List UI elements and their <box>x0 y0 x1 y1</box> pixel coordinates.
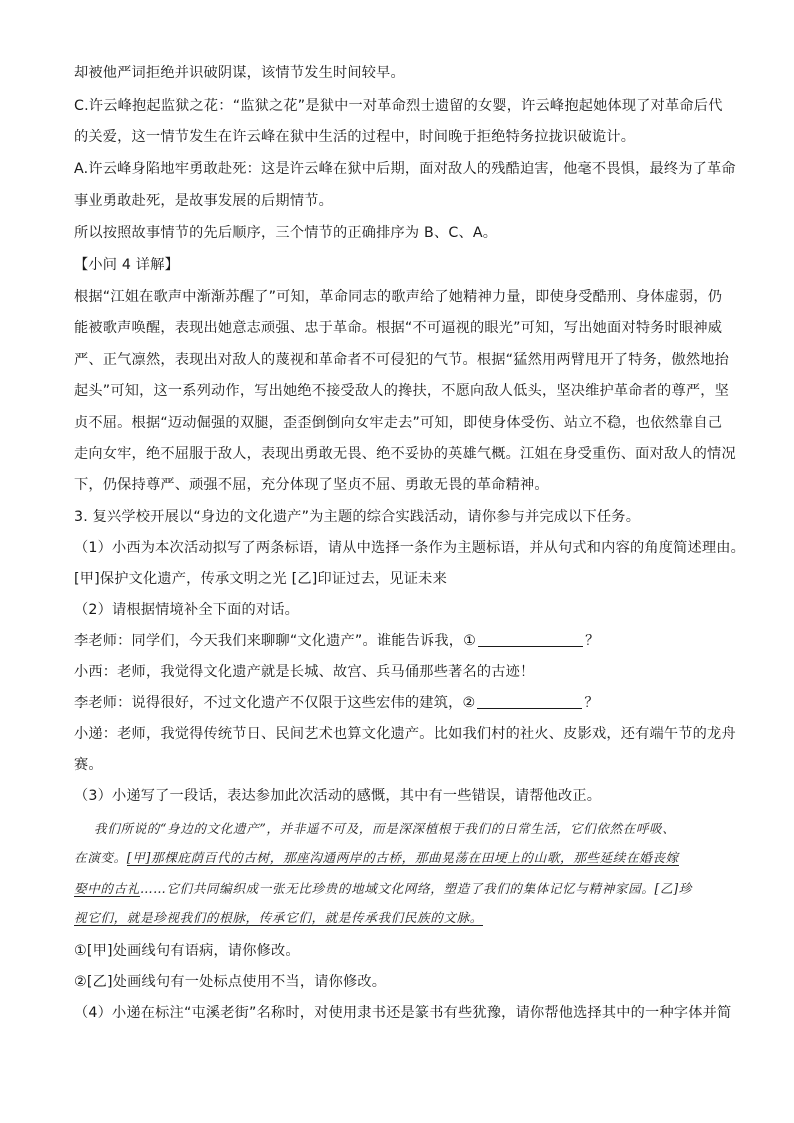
text-line: （1）小西为本次活动拟写了两条标语，请从中选择一条作为主题标语，并从句式和内容的角度简述理由。 <box>74 540 746 556</box>
handwritten-line: 娶中的古礼……它们共同编织成一张无比珍贵的地域文化网络，塑造了我们的集体记忆与精神家园。[乙]珍 <box>74 881 692 896</box>
text-line: 能被歌声唤醒，表现出她意志顽强、忠于革命。根据“不可逼视的眼光”可知，写出她面对特务时眼神威 <box>74 320 723 336</box>
dialogue-line: 小递：老师，我觉得传统节日、民间艺术也算文化遗产。比如我们村的社火、皮影戏，还有端午节的龙舟 <box>74 726 736 742</box>
question-title: 3. 复兴学校开展以“身边的文化遗产”为主题的综合实践活动，请你参与并完成以下任务。 <box>74 509 641 525</box>
text-line: （4）小递在标注“屯溪老街”名称时，对使用隶书还是篆书有些犹豫，请你帮他选择其中的一种字体并简 <box>74 1005 732 1021</box>
underlined-sentence-yi: 视它们，就是珍视我们的根脉，传承它们，就是传承我们民族的文脉。 <box>74 910 484 925</box>
text-line: ②[乙]处画线句有一处标点使用不当，请你修改。 <box>74 974 387 990</box>
text-line: 所以按照故事情节的先后顺序，三个情节的正确排序为 B、C、A。 <box>74 225 498 241</box>
handwritten-line <box>74 909 734 927</box>
section-heading: 【小问 4 详解】 <box>74 257 179 273</box>
dialogue-line: 李老师：说得很好，不过文化遗产不仅限于这些宏伟的建筑，② ？ <box>74 695 599 711</box>
text-line: C.许云峰抱起监狱之花：“监狱之花”是狱中一对革命烈士遗留的女婴，许云峰抱起她体现了对革命后代 <box>74 98 723 114</box>
dialogue-text: 李老师：说得很好，不过文化遗产不仅限于这些宏伟的建筑，② <box>74 695 476 711</box>
text-line: A.许云峰身陷地牢勇敢赴死：这是许云峰在狱中后期，面对敌人的残酷迫害，他毫不畏惧，最终为了革命 <box>74 161 736 177</box>
text-line: 事业勇敢赴死，是故事发展的后期情节。 <box>74 193 333 209</box>
underlined-sentence-jia: [甲]那棵庇荫百代的古树，那座沟通两岸的古桥，那曲晃荡在田埂上的山歌，那些延续在婚丧嫁 <box>126 850 679 865</box>
underlined-sentence-jia: 娶中的古礼 <box>74 881 140 896</box>
text-line: 走向女牢，绝不屈服于敌人，表现出勇敢无畏、绝不妥协的英雄气概。江姐在身受重伤、面对敌人的情况 <box>74 446 736 462</box>
text-line: ①[甲]处画线句有语病，请你修改。 <box>74 943 300 959</box>
answer-blank-1[interactable] <box>478 632 583 647</box>
text-line: 贞不屈。根据“迈动倔强的双腿，歪歪倒倒向女牢走去”可知，即使身体受伤、站立不稳，也依然靠自己 <box>74 415 723 431</box>
handwritten-line: 在演变。[甲]那棵庇荫百代的古树，那座沟通两岸的古桥，那曲晃荡在田埂上的山歌，那些延续在婚丧嫁 <box>74 850 679 865</box>
handwritten-line: 我们所说的“身边的文化遗产”，并非遥不可及，而是深深植根于我们的日常生活，它们依然在呼吸、 <box>94 821 676 836</box>
text-line: 严、正气凛然，表现出对敌人的蔑视和革命者不可侵犯的气节。根据“猛然用两臂甩开了特务，傲然地抬 <box>74 352 729 368</box>
text-line: （3）小递写了一段话，表达参加此次活动的感慨，其中有一些错误，请帮他改正。 <box>74 788 602 804</box>
dialogue-line: 小西：老师，我觉得文化遗产就是长城、故宫、兵马俑那些著名的古迹！ <box>74 664 535 680</box>
dialogue-text: 李老师：同学们，今天我们来聊聊“文化遗产”。谁能告诉我，① <box>74 633 477 649</box>
text-line: 的关爱，这一情节发生在许云峰在狱中生活的过程中，时间晚于拒绝特务拉拢识破诡计。 <box>74 129 636 145</box>
text-line: 根据“江姐在歌声中渐渐苏醒了”可知，革命同志的歌声给了她精神力量，即使身受酷刑、身体虚弱，仍 <box>74 289 723 305</box>
answer-blank-2[interactable] <box>477 694 582 709</box>
text-line: 却被他严词拒绝并识破阴谋，该情节发生时间较早。 <box>74 65 405 81</box>
text-line: 下，仍保持尊严、顽强不屈，充分体现了坚贞不屈、勇敢无畏的革命精神。 <box>74 477 549 493</box>
text-line: （2）请根据情境补全下面的对话。 <box>74 602 300 618</box>
dialogue-line: 李老师：同学们，今天我们来聊聊“文化遗产”。谁能告诉我，① ？ <box>74 633 600 649</box>
text-line: 起头”可知，这一系列动作，写出她绝不接受敌人的搀扶，不愿向敌人低头，坚决维护革命者的尊严，坚 <box>74 383 729 399</box>
dialogue-line: 赛。 <box>74 757 103 773</box>
slogan-options: [甲]保护文化遗产，传承文明之光 [乙]印证过去，见证未来 <box>74 571 447 587</box>
